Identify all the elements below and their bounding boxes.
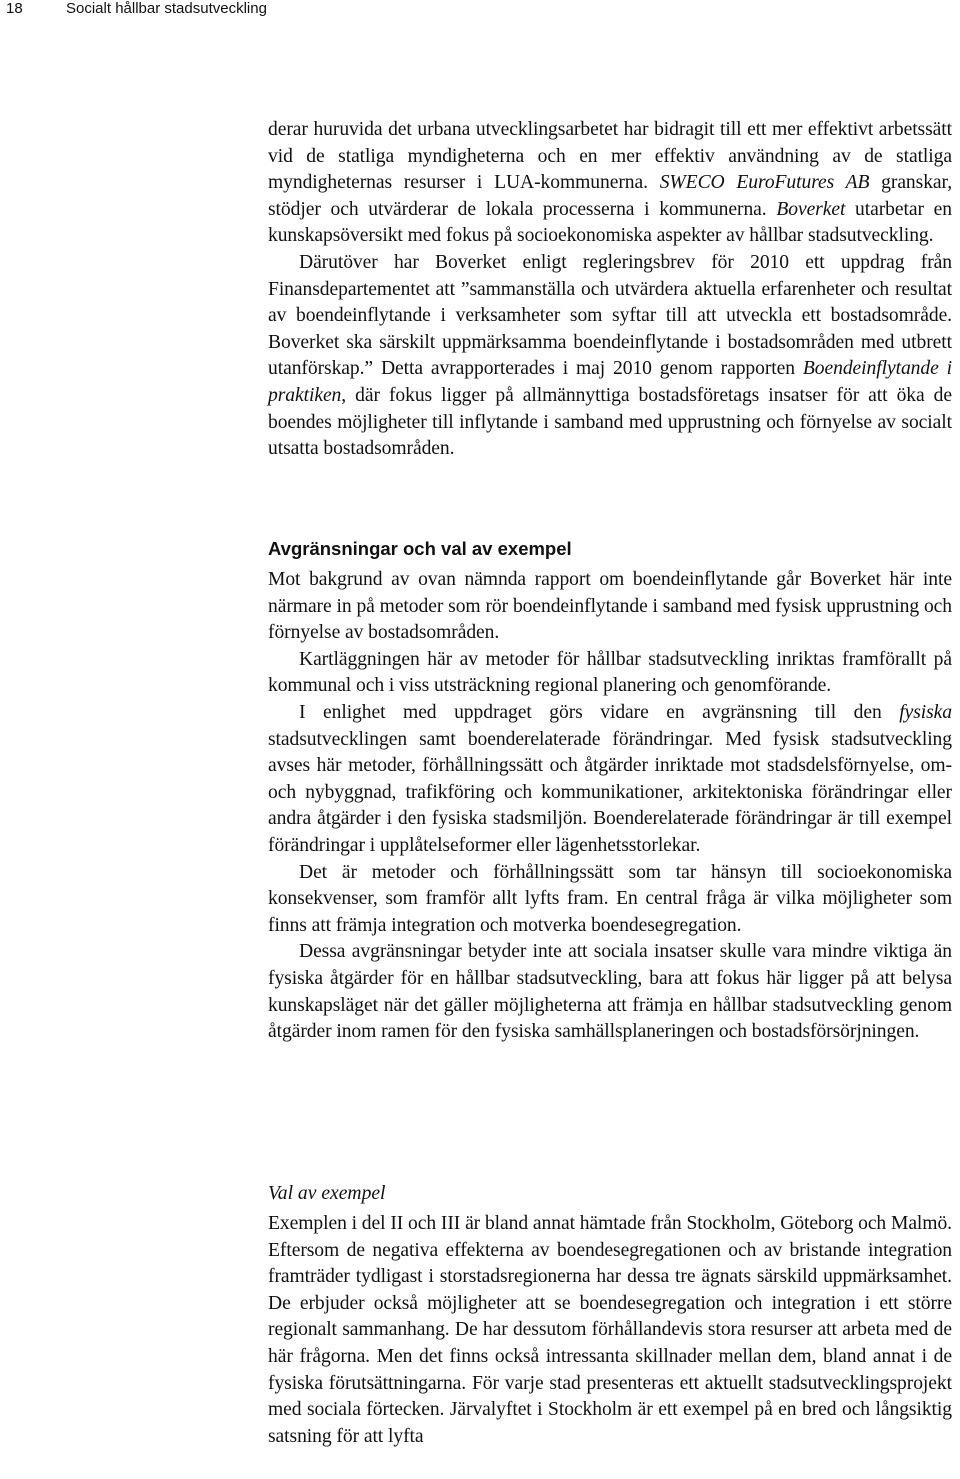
section-heading: Avgränsningar och val av exempel [268, 538, 572, 559]
paragraph: Dessa avgränsningar betyder inte att sociala insatser skulle vara mindre viktiga än fysiska åtgärder för en hållbar stadsutveckling, bara att fokus här ligger på att belysa kunskapsläget när det gäller möjligheterna att främja en hållbar stadsutveckling genom åtgärder inom ramen för den fysiska samhällsplaneringen och bostadsförsörjningen. [268, 941, 952, 1043]
emphasis-sweco: SWECO EuroFutures AB [659, 172, 870, 194]
intro-section [268, 117, 952, 463]
text-run: , där fokus ligger på allmännyttiga bostadsföretags insatser för att öka de boendes möjligheter till inflytande i samband med upprustning och förnyelse av socialt utsatta bostadsområden. [268, 384, 952, 460]
paragraph: Exemplen i del II och III är bland annat hämtade från Stockholm, Göteborg och Malmö. Eftersom de negativa effekterna av boendesegregationen och av bristande integration framträder tydligast i storstadsregionerna har dessa tre ägnats särskild uppmärksamhet. De erbjuder också möjligheter att se boendesegregation och integration i ett större regionalt sammanhang. De har dessutom förhållandevis stora resurser att arbeta med de här frågorna. Men det finns också intressanta skillnader mellan dem, bland annat i de fysiska förutsättningarna. För varje stad presenteras ett aktuellt stadsutvecklingsprojekt med sociala förtecken. Järvalyftet i Stockholm är ett exempel på en bred och långsiktig satsning för att lyfta [268, 1213, 952, 1447]
paragraph: Mot bakgrund av ovan nämnda rapport om boendeinflytande går Boverket här inte närmare in på metoder som rör boendeinflytande i samband med fysisk upprustning och förnyelse av bostadsområden. [268, 569, 952, 644]
running-title: Socialt hållbar stadsutveckling [66, 0, 267, 17]
subsection-heading: Val av exempel [268, 1183, 386, 1204]
paragraph [268, 700, 952, 860]
examples-section [268, 1211, 952, 1450]
paragraph [268, 117, 952, 250]
text-run: utarbetar en kunskapsöversikt med fokus på socioekonomiska aspekter av hållbar stadsutveckling. [268, 198, 952, 247]
emphasis-fysiska: fysiska [899, 701, 952, 723]
text-run: Därutöver har Boverket enligt regleringsbrev för 2010 ett uppdrag från Finansdepartementet att ”sammanställa och utvärdera aktuella erfarenheter och resultat av boendeinflytande i verksamheter som syftar till att utveckla ett bostadsområde. Boverket ska särskilt uppmärksamma boendeinflytande i bostadsområden med utbrett utanförskap.” Detta avrapporterades i maj 2010 genom rapporten [268, 251, 952, 380]
text-run: stadsutvecklingen samt boenderelaterade förändringar. Med fysisk stadsutveckling avses här metoder, förhållningssätt och åtgärder inriktade mot stadsdelsförnyelse, om- och nybyggnad, trafikföring och kommunikationer, arkitektoniska förändringar eller andra åtgärder i den fysiska stadsmiljön. Boenderelaterade förändringar är till exempel förändringar i upplåtelseformer eller lägenhetsstorlekar. [268, 728, 952, 856]
paragraph: Kartläggningen här av metoder för hållbar stadsutveckling inriktas framförallt på kommunal och i viss utsträckning regional planering och genomförande. [268, 648, 952, 697]
paragraph: Det är metoder och förhållningssätt som tar hänsyn till socioekonomiska konsekvenser, som framför allt lyfts fram. En central fråga är vilka möjligheter som finns att främja integration och motverka boendesegregation. [268, 861, 952, 936]
text-run: granskar, stödjer och utvärderar de lokala processerna i kommunerna. [268, 172, 953, 220]
emphasis-report-title: Boendeinflytande i praktiken [268, 358, 952, 406]
emphasis-boverket: Boverket [776, 198, 846, 220]
text-run: I enlighet med uppdraget görs vidare en avgränsning till den [299, 701, 900, 723]
page-number: 18 [6, 0, 23, 17]
paragraph [268, 250, 952, 463]
page-header [0, 0, 960, 24]
text-run: derar huruvida det urbana utvecklingsarbetet har bidragit till ett mer effektivt arbetssätt vid de statliga myndigheterna och en mer effektiv användning av de statliga myndigheternas resurser i LUA-kommunerna. [268, 119, 952, 194]
delimitation-section [268, 567, 952, 1046]
